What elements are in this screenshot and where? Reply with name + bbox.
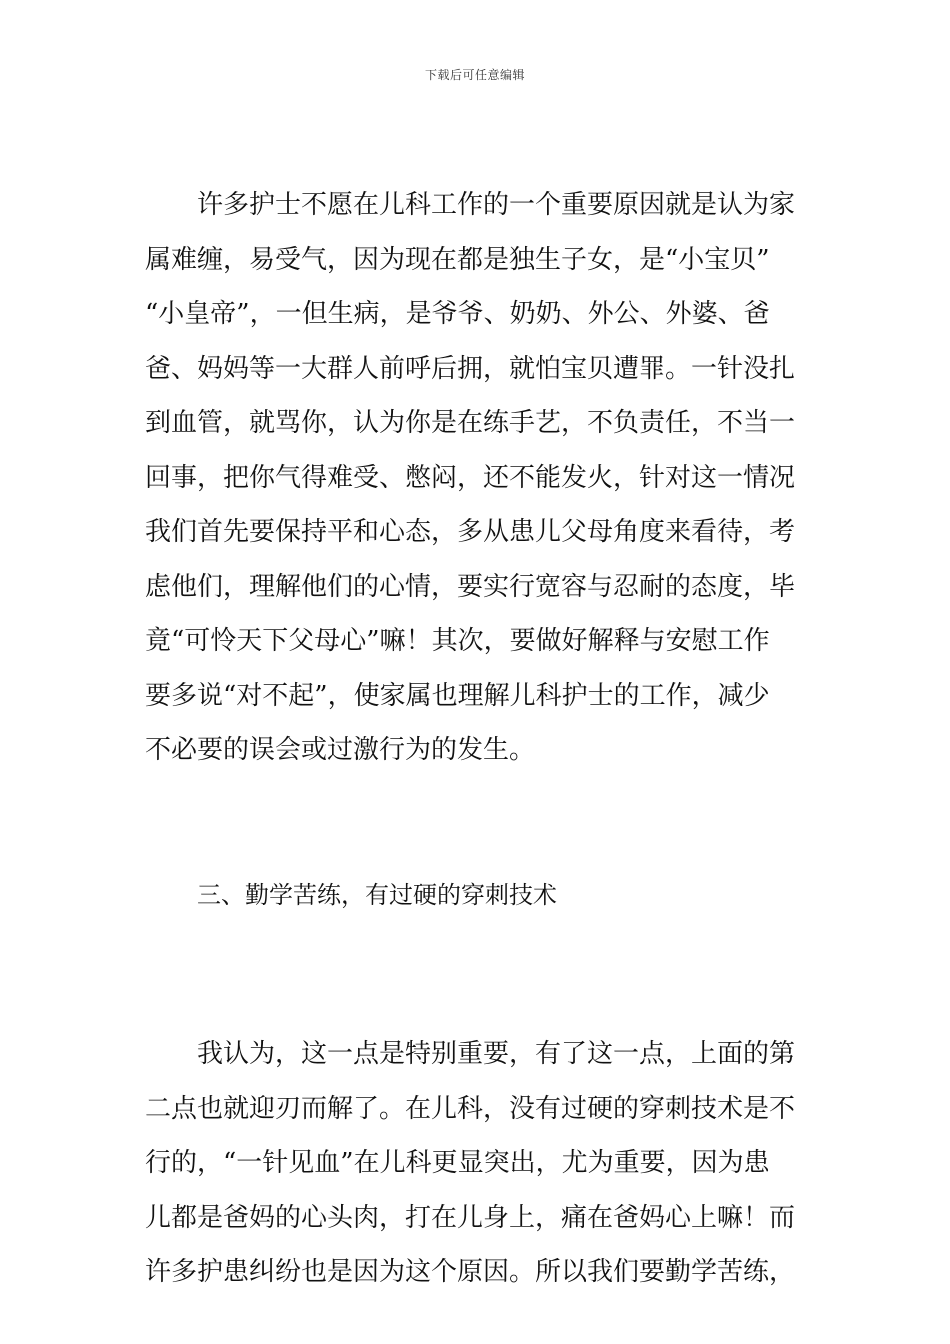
paragraph-line: 要多说“对不起”，使家属也理解儿科护士的工作，减少 <box>145 680 770 711</box>
section-heading: 三、勤学苦练，有过硬的穿刺技术 <box>197 880 557 909</box>
header-note: 下载后可任意编辑 <box>424 68 525 82</box>
paragraph-line: “小皇帝”，一但生病，是爷爷、奶奶、外公、外婆、爸 <box>145 299 770 329</box>
paragraph-line: 不必要的误会或过激行为的发生。 <box>145 735 536 765</box>
paragraph-line: 虑他们，理解他们的心情，要实行宽容与忍耐的态度，毕 <box>145 571 796 602</box>
paragraph-1 <box>145 178 805 778</box>
spacer <box>145 922 805 1027</box>
paragraph-line: 我们首先要保持平和心态，多从患儿父母角度来看待，考 <box>145 517 796 547</box>
paragraph-line: 到血管，就骂你，认为你是在练手艺，不负责任，不当一 <box>145 408 796 438</box>
paragraph-line: 行的，“一针见血”在儿科更显突出，尤为重要，因为患 <box>145 1148 770 1178</box>
spacer <box>145 778 805 868</box>
document-body <box>145 178 805 1300</box>
paragraph-2 <box>145 1027 805 1300</box>
paragraph-line: 爸、妈妈等一大群人前呼后拥，就怕宝贝遭罪。一针没扎 <box>145 353 796 384</box>
paragraph-line: 二点也就迎刃而解了。在儿科，没有过硬的穿刺技术是不 <box>145 1093 796 1124</box>
paragraph-line: 回事，把你气得难受、憋闷，还不能发火，针对这一情况 <box>145 462 796 493</box>
paragraph-line: 我认为，这一点是特别重要，有了这一点，上面的第 <box>197 1039 796 1069</box>
paragraph-line: 属难缠，易受气，因为现在都是独生子女，是“小宝贝” <box>145 244 770 275</box>
paragraph-line: 竟“可怜天下父母心”嘛！其次，要做好解释与安慰工作 <box>145 626 770 656</box>
paragraph-line: 儿都是爸妈的心头肉，打在儿身上，痛在爸妈心上嘛！而 <box>145 1202 796 1233</box>
paragraph-line: 许多护士不愿在儿科工作的一个重要原因就是认为家 <box>197 190 796 220</box>
paragraph-line: 许多护患纠纷也是因为这个原因。所以我们要勤学苦练， <box>145 1257 796 1287</box>
